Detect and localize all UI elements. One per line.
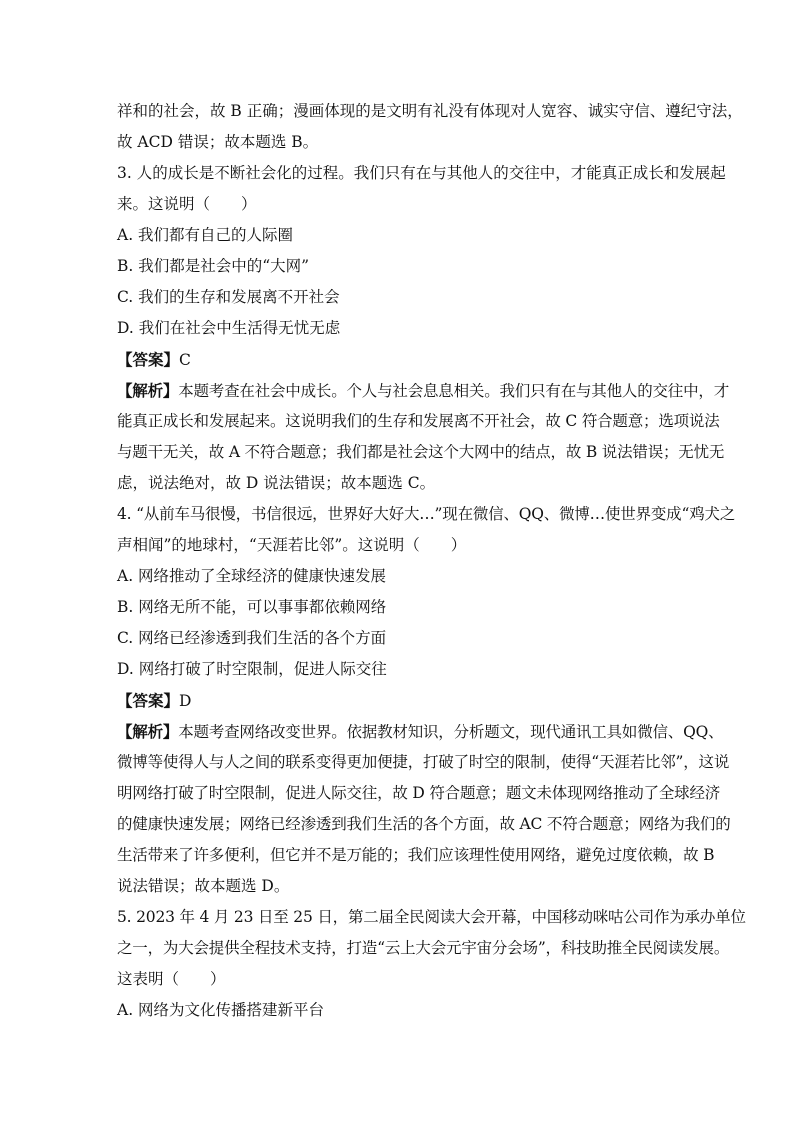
analysis-text: 与题干无关，故 A 不符合题意；我们都是社会这个大网中的结点，故 B 说法错误；无忧无 bbox=[117, 443, 725, 461]
section-marker: 【答案】 bbox=[117, 350, 180, 369]
analysis-text: 【解析】本题考查网络改变世界。依据教材知识，分析题文，现代通讯工具如微信、QQ、 bbox=[117, 722, 724, 741]
analysis-text: 虑，说法绝对，故 D 说法错误；故本题选 C。 bbox=[117, 474, 436, 492]
option-b: B. 我们都是社会中的“大网” bbox=[117, 257, 310, 275]
option-a: A. 网络为文化传播搭建新平台 bbox=[117, 1001, 325, 1019]
question-5-stem: 之一，为大会提供全程技术支持，打造“云上大会元宇宙分会场”，科技助推全民阅读发展。 bbox=[117, 939, 730, 957]
question-4-stem: 4. “从前车马很慢，书信很远，世界好大好大…”现在微信、QQ、微博…使世界变成“鸡犬之 bbox=[117, 505, 736, 523]
analysis-text: 微博等使得人与人之间的联系变得更加便捷，打破了时空的限制，使得“天涯若比邻”，这说 bbox=[117, 753, 730, 771]
analysis-text: 说法错误；故本题选 D。 bbox=[117, 877, 290, 895]
question-3-stem: 来。这说明（ ） bbox=[117, 195, 257, 213]
analysis-text: 【解析】本题考查在社会中成长。个人与社会息息相关。我们只有在与其他人的交往中，才 bbox=[117, 381, 730, 400]
analysis-text: 明网络打破了时空限制，促进人际交往，故 D 符合题意；题文未体现网络推动了全球经济 bbox=[117, 784, 721, 802]
option-c: C. 我们的生存和发展离不开社会 bbox=[117, 288, 340, 306]
answer-label: 【答案】C bbox=[117, 350, 191, 369]
question-5-stem: 5. 2023 年 4 月 23 日至 25 日，第二届全民阅读大会开幕，中国移动咪咕公司作为承办单位 bbox=[117, 908, 746, 926]
question-3-stem: 3. 人的成长是不断社会化的过程。我们只有在与其他人的交往中，才能真正成长和发展起 bbox=[117, 164, 726, 182]
section-marker: 【解析】 bbox=[117, 381, 179, 400]
analysis-text: 生活带来了许多便利，但它并不是万能的；我们应该理性使用网络，避免过度依赖，故 B bbox=[117, 846, 715, 864]
document-body bbox=[117, 96, 746, 1026]
analysis-text: 的健康快速发展；网络已经渗透到我们生活的各个方面，故 AC 不符合题意；网络为我们的 bbox=[117, 815, 731, 833]
text-line: 祥和的社会，故 B 正确；漫画体现的是文明有礼没有体现对人宽容、诚实守信、遵纪守法， bbox=[117, 102, 743, 120]
option-a: A. 网络推动了全球经济的健康快速发展 bbox=[117, 567, 387, 585]
section-marker: 【解析】 bbox=[117, 722, 179, 741]
analysis-text: 能真正成长和发展起来。这说明我们的生存和发展离不开社会，故 C 符合题意；选项说法 bbox=[117, 412, 720, 430]
option-d: D. 我们在社会中生活得无忧无虑 bbox=[117, 319, 341, 337]
answer-label: 【答案】D bbox=[117, 691, 192, 710]
question-5-stem: 这表明（ ） bbox=[117, 970, 226, 988]
option-d: D. 网络打破了时空限制，促进人际交往 bbox=[117, 660, 387, 678]
option-a: A. 我们都有自己的人际圈 bbox=[117, 226, 294, 244]
question-4-stem: 声相闻”的地球村，“天涯若比邻”。这说明（ ） bbox=[117, 536, 467, 554]
option-c: C. 网络已经渗透到我们生活的各个方面 bbox=[117, 629, 387, 647]
text-line: 故 ACD 错误；故本题选 B。 bbox=[117, 133, 319, 151]
section-marker: 【答案】 bbox=[117, 691, 180, 710]
option-b: B. 网络无所不能，可以事事都依赖网络 bbox=[117, 598, 387, 616]
